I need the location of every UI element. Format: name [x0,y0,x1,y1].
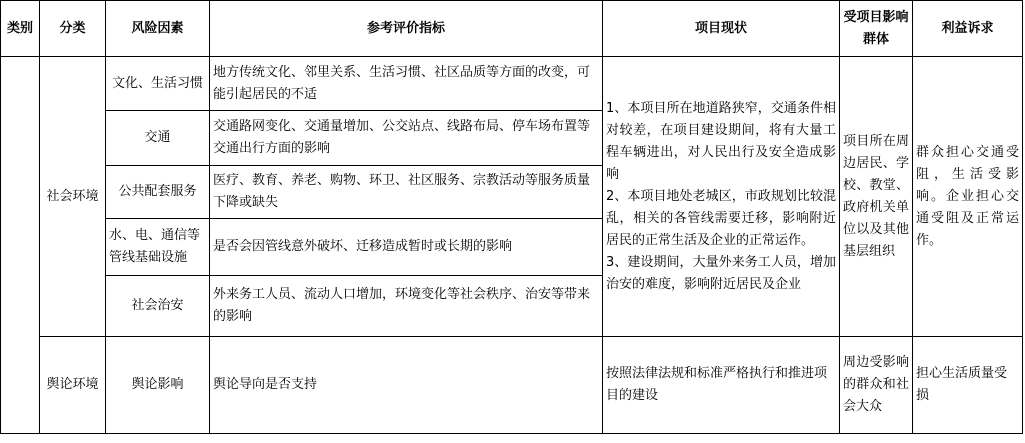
header-classification: 分类 [40,1,106,57]
classification-opinion: 舆论环境 [40,337,106,434]
affected-group-cell-opinion: 周边受影响的群众和社会大众 [840,337,913,434]
category-cell [1,57,40,434]
indicator-cell: 是否会因管线意外破坏、迁移造成暂时或长期的影响 [210,219,603,276]
indicator-cell: 舆论导向是否支持 [210,337,603,434]
header-indicator: 参考评价指标 [210,1,603,57]
indicator-cell: 交通路网变化、交通量增加、公交站点、线路布局、停车场布置等交通出行方面的影响 [210,111,603,166]
indicator-cell: 外来务工人员、流动人口增加，环境变化等社会秩序、治安等带来的影响 [210,276,603,337]
indicator-cell: 医疗、教育、养老、购物、环卫、社区服务、宗教活动等服务质量下降或缺失 [210,166,603,219]
header-row [1,1,1023,57]
header-affected-group: 受项目影响群体 [840,1,913,57]
header-risk-factor: 风险因素 [106,1,210,57]
status-cell-social [603,57,840,337]
risk-factor-cell: 舆论影响 [106,337,210,434]
risk-factor-cell: 交通 [106,111,210,166]
header-category: 类别 [1,1,40,57]
header-status: 项目现状 [603,1,840,57]
appeal-cell-social: 群众担心交通受阻，生活受影响。企业担心交通受阻及正常运作。 [913,57,1023,337]
risk-factor-cell: 公共配套服务 [106,166,210,219]
classification-social: 社会环境 [40,57,106,337]
header-appeal: 利益诉求 [913,1,1023,57]
risk-factor-cell: 文化、生活习惯 [106,57,210,111]
indicator-cell: 地方传统文化、邻里关系、生活习惯、社区品质等方面的改变，可能引起居民的不适 [210,57,603,111]
risk-factor-cell: 社会治安 [106,276,210,337]
status-cell-opinion: 按照法律法规和标准严格执行和推进项目的建设 [603,337,840,434]
appeal-cell-opinion: 担心生活质量受损 [913,337,1023,434]
risk-factor-cell: 水、电、通信等管线基础设施 [106,219,210,276]
table-row [1,337,1023,434]
status-text: 1、本项目所在地道路狭窄，交通条件相对较差，在项目建设期间，将有大量工程车辆进出，对人民出行及安全造成影响 2、本项目地处老城区，市政规划比较混乱，相关的各管线需要迁移，影响附近居民的正常生活及企业的正常运作。 3、建设期间，大量外来务工人员，增加治安的难度，影响附近居民及企业 [606,100,836,292]
affected-group-cell-social: 项目所在周边居民、学校、教堂、政府机关单位以及其他基层组织 [840,57,913,337]
table-row [1,57,1023,111]
